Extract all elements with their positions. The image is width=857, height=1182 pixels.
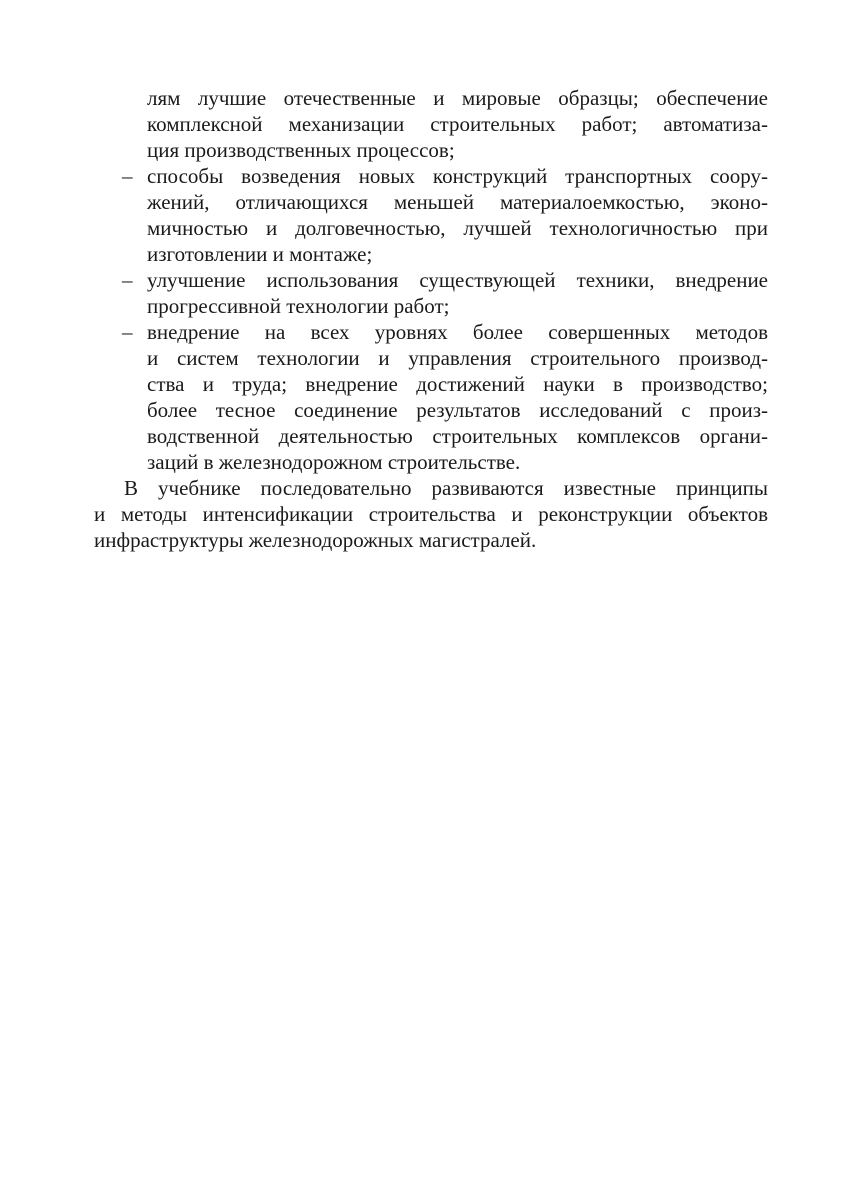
list-item bbox=[122, 267, 768, 319]
text-line: ства и труда; внедрение достижений науки в производство; bbox=[147, 372, 768, 396]
text-line: лям лучшие отечественные и мировые образцы; обеспечение bbox=[147, 86, 768, 110]
bullet-dash: – bbox=[122, 164, 133, 188]
text-line: мичностью и долговечностью, лучшей технологичностью при bbox=[147, 216, 768, 240]
text-line: заций в железнодорожном строительстве. bbox=[147, 450, 521, 474]
bullet-dash: – bbox=[122, 320, 133, 344]
text-line: комплексной механизации строительных работ; автоматиза- bbox=[147, 112, 768, 136]
text-line: водственной деятельностью строительных комплексов органи- bbox=[147, 424, 768, 448]
text-line: способы возведения новых конструкций транспортных соору- bbox=[147, 164, 768, 188]
text-line: и систем технологии и управления строительного производ- bbox=[147, 346, 768, 370]
continuation-text bbox=[147, 85, 768, 163]
text-line: и методы интенсификации строительства и реконструкции объектов bbox=[94, 502, 768, 526]
text-line: внедрение на всех уровнях более совершенных методов bbox=[147, 320, 768, 344]
text-line: изготовлении и монтаже; bbox=[147, 242, 373, 266]
list-item bbox=[122, 163, 768, 267]
text-line: жений, отличающихся меньшей материалоемкостью, эконо- bbox=[147, 190, 768, 214]
text-line: улучшение использования существующей техники, внедрение bbox=[147, 268, 768, 292]
list-item bbox=[122, 319, 768, 475]
text-line: инфраструктуры железнодорожных магистралей. bbox=[94, 528, 537, 552]
bullet-dash: – bbox=[122, 268, 133, 292]
text-line: более тесное соединение результатов исследований с произ- bbox=[147, 398, 768, 422]
text-line: ция производственных процессов; bbox=[147, 138, 455, 162]
text-line: прогрессивной технологии работ; bbox=[147, 294, 450, 318]
text-line: В учебнике последовательно развиваются известные принципы bbox=[124, 476, 768, 500]
body-text bbox=[94, 85, 768, 553]
closing-paragraph bbox=[94, 475, 768, 553]
